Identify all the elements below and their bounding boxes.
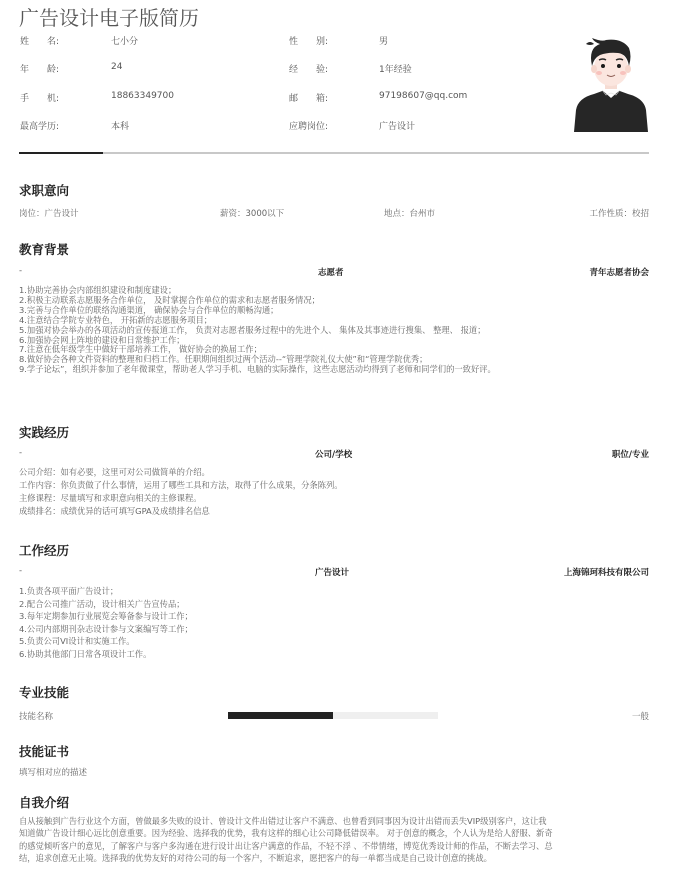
phone-value: 18863349700 [111, 91, 174, 101]
education-title: 教育背景 [19, 242, 70, 257]
list-item: 2.配合公司推广活动，设计相关广告宣传品； [19, 598, 185, 609]
self-intro-title: 自我介绍 [19, 795, 70, 810]
certificates-desc: 填写相对应的描述 [19, 768, 88, 778]
job-intent-salary: 薪资：3000以下 [220, 209, 285, 219]
self-intro-text [19, 815, 651, 864]
certificates-row [19, 766, 649, 778]
education-role: 志愿者 [318, 268, 344, 278]
list-item: 成绩排名：成绩优异的话可填写GPA及成绩排名信息 [19, 506, 210, 516]
education-header [19, 266, 649, 278]
name-label: 姓 名: [20, 37, 60, 47]
email-label: 邮 箱: [289, 94, 329, 104]
practice-role: 职位/专业 [611, 450, 649, 460]
list-item: 2.积极主动联系志愿服务合作单位， 及时掌握合作单位的需求和志愿者服务情况； [19, 294, 320, 305]
work-role: 广告设计 [315, 568, 350, 578]
list-item: 4.注意结合学院专业特色， 开拓新的志愿服务项目； [19, 314, 213, 325]
self-intro-line: 的感觉倾听客户的意见，了解客户与客户多沟通在进行设计出让客户满意的作品，不轻不浮 、不带情绪，博览优秀设计师的作品，不断去学习、总 [19, 840, 553, 851]
skill-progress-fill [228, 712, 333, 719]
education-level-label: 最高学历: [20, 122, 60, 132]
self-intro-line: 结，追求创意无止境。选择我的优势友好的对待公司的每一个客户，不断追求，愿把客户的每一单都当成是自己设计创意的挑战。 [19, 852, 492, 863]
work-header [19, 566, 649, 578]
work-title: 工作经历 [19, 543, 70, 558]
certificates-title: 技能证书 [19, 744, 70, 759]
education-date: - [19, 266, 23, 276]
skill-level: 一般 [631, 712, 649, 722]
header-divider [19, 152, 649, 154]
list-item: 工作内容：你负责做了什么事情，运用了哪些工具和方法，取得了什么成果，分条陈列。 [19, 480, 343, 490]
name-value: 七小分 [111, 37, 139, 47]
work-date: - [19, 566, 23, 576]
education-level-value: 本科 [111, 122, 130, 132]
job-intent-position: 岗位：广告设计 [19, 209, 79, 219]
list-item: 7.注意在低年级学生中做好干部培养工作， 做好协会的换届工作； [19, 344, 262, 355]
job-intent-location: 地点：台州市 [384, 209, 436, 219]
list-item: 1.负责各项平面广告设计； [19, 586, 119, 596]
education-org: 青年志愿者协会 [589, 268, 649, 278]
experience-label: 经 验: [289, 65, 329, 75]
self-intro-line: 知道做广告设计细心远比创意重要。因为经验、选择我的优势，我有这样的细心让公司降低错误率。 对于创意的概念，个人认为是给人舒服、新奇 [19, 828, 553, 839]
gender-label: 性 别: [289, 37, 329, 47]
experience-value: 1年经验 [379, 65, 412, 75]
list-item: 1.协助完善协会内部组织建设和制度建设； [19, 285, 177, 295]
job-intent-type: 工作性质：校招 [589, 209, 649, 219]
practice-header [19, 448, 649, 460]
skills-title: 专业技能 [19, 685, 70, 700]
list-item: 5.负责公司VI设计和实施工作。 [19, 636, 135, 646]
age-label: 年 龄: [20, 65, 60, 75]
phone-label: 手 机: [20, 94, 60, 104]
work-items [19, 585, 659, 660]
gender-value: 男 [379, 37, 389, 47]
divider-accent [19, 152, 103, 154]
practice-date: - [19, 448, 23, 458]
applied-position-value: 广告设计 [379, 122, 416, 132]
self-intro-line: 自从接触到广告行业这个方面，曾做最多失败的设计、曾设计文件出错过让客户不满意、也曾看到同事因为设计出错而丢失VIP级别客户，这让我 [19, 816, 547, 826]
age-value: 24 [111, 62, 123, 72]
list-item: 3.完善与合作单位的联络沟通渠道， 确保协会与合作单位的顺畅沟通； [19, 304, 279, 315]
resume-title: 广告设计电子版简历 [19, 6, 199, 30]
education-items [19, 286, 659, 375]
list-item: 3.每年定期参加行业展览会筹备参与设计工作； [19, 611, 193, 621]
list-item: 6.加强协会网上阵地的建设和日常维护工作； [19, 334, 185, 345]
email-value: 97198607@qq.com [379, 91, 468, 101]
list-item: 8.做好协会各种文件资料的整理和归档工作。任职期间组织过两个活动--“管理学院礼仪大使”和“管理学院优秀； [19, 354, 428, 365]
list-item: 4.公司内部期刊杂志设计参与文案编写等工作； [19, 623, 193, 634]
list-item: 5.加强对协会举办的各项活动的宣传报道工作， 负责对志愿者服务过程中的先进个人、 集体及其事迹进行搜集、 整理、 报道； [19, 324, 486, 335]
list-item: 9.学子论坛”，组织并参加了老年微课堂，帮助老人学习手机、电脑的实际操作，这些志愿活动均得到了老师和同学们的一致好评。 [19, 364, 496, 375]
practice-org: 公司/学校 [315, 450, 353, 460]
work-company: 上海锦珂科技有限公司 [563, 568, 649, 578]
list-item: 6.协助其他部门日常各项设计工作。 [19, 648, 152, 659]
job-intent-title: 求职意向 [19, 183, 70, 198]
applied-position-label: 应聘岗位: [289, 122, 329, 132]
job-intent-row [19, 207, 649, 219]
avatar [572, 38, 650, 132]
list-item: 主修课程：尽量填写和求职意向相关的主修课程。 [19, 493, 202, 503]
list-item: 公司介绍：如有必要，这里可对公司做简单的介绍。 [19, 467, 210, 477]
practice-items [19, 466, 659, 518]
practice-title: 实践经历 [19, 425, 70, 440]
cartoon-man-avatar-icon [572, 38, 650, 132]
skill-name: 技能名称 [19, 712, 54, 722]
skill-progress-bar [228, 712, 438, 719]
